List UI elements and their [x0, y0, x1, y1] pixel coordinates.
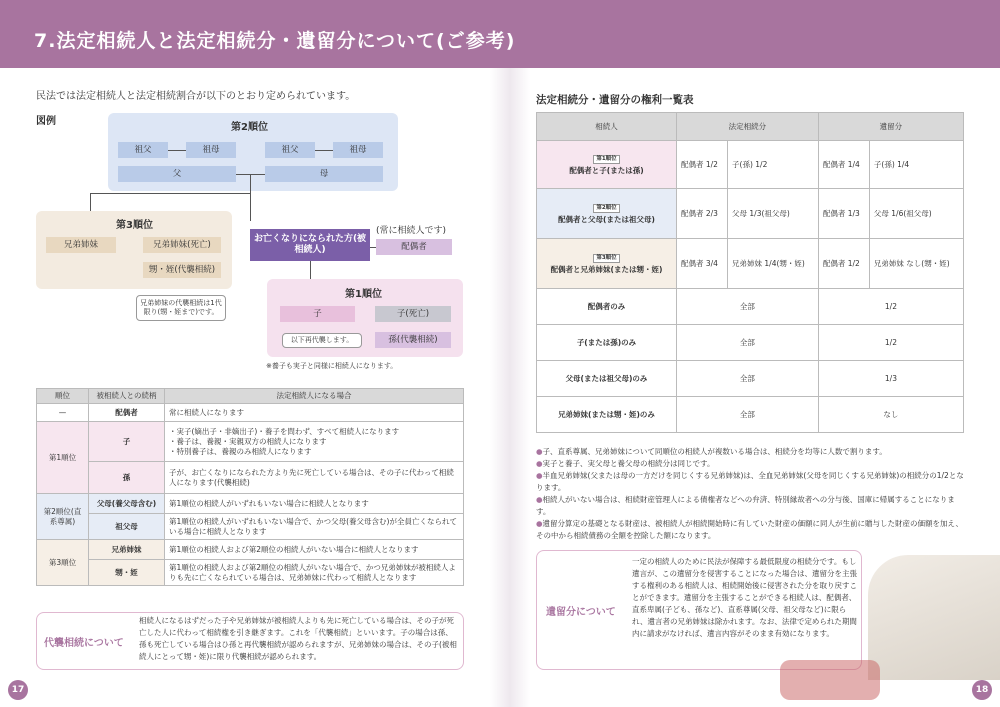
note-item: ●遺留分算定の基礎となる財産は、被相続人が相続開始時に有していた財産の価額に同人が生前に贈与した財産の価額を加え、その中から相続債務の全額を控除した額になります。 [536, 519, 963, 540]
right-heading: 法定相続分・遺留分の権利一覧表 [536, 94, 694, 106]
rank2-label: 第2順位 [231, 122, 268, 133]
cell-heir: 父母(または祖父母)のみ [537, 361, 677, 397]
cell-heir: 子(または孫)のみ [537, 325, 677, 361]
cell-relation: 孫 [89, 462, 165, 494]
cell-reserved: 子(孫) 1/4 [869, 141, 963, 189]
rank-tag: 第1順位 [593, 155, 619, 164]
th-reserved: 遺留分 [818, 113, 963, 141]
intro-text: 民法では法定相続人と法定相続割合が以下のとおり定められています。 [36, 91, 356, 102]
cell-relation: 子 [89, 422, 165, 462]
connector [250, 174, 251, 221]
page-fold [490, 68, 530, 707]
cell-reserved: 1/2 [818, 325, 963, 361]
note-item: ●子、直系尊属、兄弟姉妹について同順位の相続人が複数いる場合は、相続分を均等に人数で割ります。 [536, 447, 887, 456]
father-box: 父 [118, 166, 236, 182]
heir-text: 配偶者と兄弟姉妹(または甥・姪) [550, 265, 663, 274]
note-item: ●相続人がいない場合は、相続財産管理人による債権者などへの弁済、特別縁故者への分与後、国庫に帰属することになります。 [536, 495, 955, 516]
grandmother-left: 祖母 [186, 142, 236, 158]
th-rank: 順位 [37, 389, 89, 404]
grandchild-box: 孫(代襲相続) [375, 332, 451, 348]
diagram-heading: 図例 [36, 116, 56, 127]
rank1-label: 第1順位 [345, 289, 382, 300]
cell-heir [537, 239, 677, 289]
rank3-label: 第3順位 [116, 220, 153, 231]
cell-condition: 第1順位の相続人がいずれもいない場合で、かつ父母(養父母含む)が全員亡くなられている場合に相続人となります [165, 514, 464, 540]
mother-box: 母 [265, 166, 383, 182]
cell-relation: 祖父母 [89, 514, 165, 540]
spouse-box: 配偶者 [376, 239, 452, 255]
cell-reserved: 配偶者 1/2 [818, 239, 869, 289]
cell-rank: 第2順位(直系尊属) [37, 494, 89, 540]
nephew-box: 甥・姪(代襲相続) [143, 262, 221, 278]
child-dead-box: 子(死亡) [375, 306, 451, 322]
cell-condition: 子が、お亡くなりになられた方より先に死亡している場合は、その子に代わって相続人になります(代襲相続) [165, 462, 464, 494]
cell-heir: 配偶者のみ [537, 289, 677, 325]
th-condition: 法定相続人になる場合 [165, 389, 464, 404]
cell-rank: 第3順位 [37, 540, 89, 586]
cell-reserved: 配偶者 1/3 [818, 189, 869, 239]
iryu-label: 遺留分について [546, 607, 616, 618]
th-share: 法定相続分 [677, 113, 819, 141]
sibling-callout: 兄弟姉妹の代襲相続は1代限り(甥・姪まで)です。 [136, 295, 226, 321]
cell-rank: — [37, 404, 89, 422]
connector [90, 193, 250, 194]
connector [310, 261, 311, 279]
grandmother-right: 祖母 [333, 142, 383, 158]
always-label: (常に相続人です) [376, 226, 447, 236]
cell-reserved: 配偶者 1/4 [818, 141, 869, 189]
note-item: ●半血兄弟姉妹(父または母の一方だけを同じくする兄弟姉妹)は、全血兄弟姉妹(父母を同じくする兄弟姉妹)の相続分の1/2となります。 [536, 471, 964, 492]
cell-reserved: なし [818, 397, 963, 433]
cell-share: 配偶者 2/3 [677, 189, 728, 239]
share-table [536, 112, 964, 433]
cell-condition: ・実子(嫡出子・非嫡出子)・養子を問わず、すべて相続人になります ・養子は、養親・実親双方の相続人になります ・特別養子は、養親のみ相続人になります [165, 422, 464, 462]
cell-reserved: 父母 1/6(祖父母) [869, 189, 963, 239]
heir-text: 配偶者と父母(または祖父母) [558, 215, 655, 224]
child-callout: 以下再代襲します。 [282, 333, 362, 348]
page-number-left: 17 [8, 680, 28, 700]
daishu-text: 相続人になるはずだった子や兄弟姉妹が被相続人よりも先に死亡している場合は、その子が死亡した人に代わって相続権を引き継ぎます。これを「代襲相続」といいます。子の場合は孫、孫も死亡している場合はひ孫と再代襲相続が認められますが、兄弟姉妹の場合は、その子(被相続人にとって甥・姪)に限り代襲相続が認められます。 [139, 616, 457, 661]
page-number-right: 18 [972, 680, 992, 700]
rank-tag: 第2順位 [593, 204, 619, 213]
child-box: 子 [280, 306, 355, 322]
connector [168, 150, 186, 151]
cell-relation: 兄弟姉妹 [89, 540, 165, 560]
daishu-label: 代襲相続について [44, 638, 124, 649]
cell-relation: 甥・姪 [89, 560, 165, 586]
cell-heir [537, 141, 677, 189]
iryu-text: 一定の相続人のために民法が保障する最低限度の相続分です。もし遺言が、この遺留分を侵害することになった場合は、遺留分を主張する権利のある相続人は、相続開始後に侵害された分を取り戻すことができます。遺留分を主張することができる相続人は、配偶者、直系卑属(子ども、孫など)、直系尊属(父母、祖父母など)に限られ、遺言者の兄弟姉妹は除かれます。なお、法律で定められた期間内に請求がなければ、遺言内容がそのまま有効になります。 [632, 557, 857, 638]
grandfather-right: 祖父 [265, 142, 315, 158]
connector [315, 150, 333, 151]
cell-condition: 常に相続人になります [165, 404, 464, 422]
footnote: ※養子も実子と同様に相続人になります。 [266, 362, 398, 370]
cell-condition: 第1順位の相続人および第2順位の相続人がいない場合で、かつ兄弟姉妹が被相続人よりも先に亡くなられている場合は、兄弟姉妹に代わって相続人となります [165, 560, 464, 586]
sibling-dead-box: 兄弟姉妹(死亡) [143, 237, 221, 253]
note-item: ●実子と養子、実父母と養父母の相続分は同じです。 [536, 459, 715, 468]
hand-writing-photo [868, 555, 1000, 680]
notes-list [536, 446, 964, 542]
grandfather-left: 祖父 [118, 142, 168, 158]
page-title: 7.法定相続人と法定相続分・遺留分について(ご参考) [34, 30, 516, 52]
deceased-box: お亡くなりになられた方(被相続人) [250, 229, 370, 261]
cell-share: 兄弟姉妹 1/4(甥・姪) [728, 239, 819, 289]
cell-relation: 父母(養父母含む) [89, 494, 165, 514]
cell-share: 全部 [677, 289, 819, 325]
th-heir: 相続人 [537, 113, 677, 141]
connector [370, 247, 376, 248]
cell-share: 全部 [677, 361, 819, 397]
cell-relation: 配偶者 [89, 404, 165, 422]
th-relation: 被相続人との続柄 [89, 389, 165, 404]
cell-reserved: 1/2 [818, 289, 963, 325]
heir-text: 配偶者と子(または孫) [569, 166, 644, 175]
cell-condition: 第1順位の相続人がいずれもいない場合に相続人となります [165, 494, 464, 514]
cell-share: 全部 [677, 397, 819, 433]
cell-share: 子(孫) 1/2 [728, 141, 819, 189]
seal-photo [780, 660, 880, 700]
cell-share: 全部 [677, 325, 819, 361]
rank-tag: 第3順位 [593, 254, 619, 263]
cell-share: 父母 1/3(祖父母) [728, 189, 819, 239]
cell-reserved: 1/3 [818, 361, 963, 397]
heir-table [36, 388, 464, 586]
sibling-box: 兄弟姉妹 [46, 237, 116, 253]
cell-heir: 兄弟姉妹(または甥・姪)のみ [537, 397, 677, 433]
cell-rank: 第1順位 [37, 422, 89, 494]
cell-heir [537, 189, 677, 239]
cell-reserved: 兄弟姉妹 なし(甥・姪) [869, 239, 963, 289]
cell-share: 配偶者 3/4 [677, 239, 728, 289]
cell-share: 配偶者 1/2 [677, 141, 728, 189]
cell-condition: 第1順位の相続人および第2順位の相続人がいない場合に相続人となります [165, 540, 464, 560]
